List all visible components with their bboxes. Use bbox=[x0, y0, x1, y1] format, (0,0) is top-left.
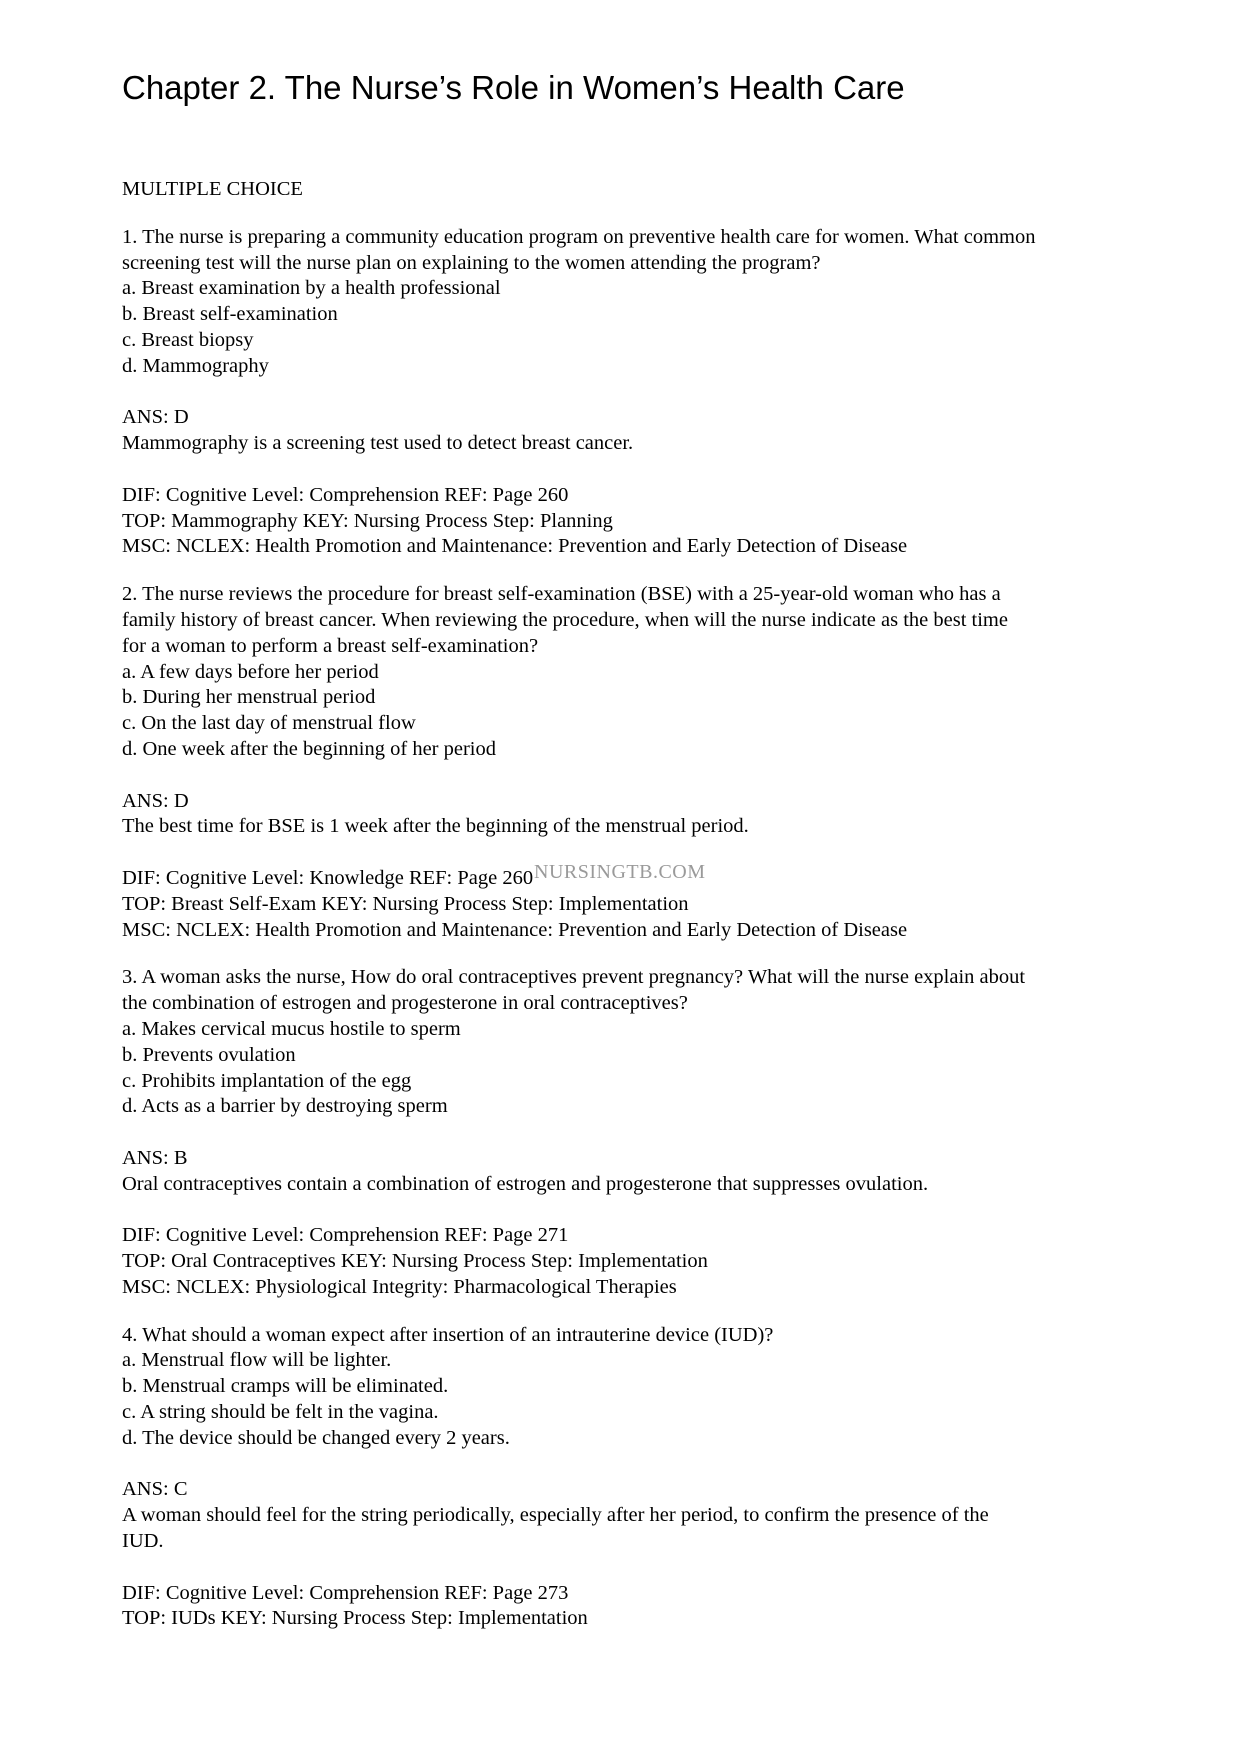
question-metadata: MSC: NCLEX: Physiological Integrity: Pharmacological Therapies bbox=[122, 1275, 677, 1298]
answer-option: d. Mammography bbox=[122, 354, 269, 377]
answer-option: d. The device should be changed every 2 years. bbox=[122, 1426, 510, 1449]
question-metadata: DIF: Cognitive Level: Comprehension REF: Page 271 bbox=[122, 1224, 569, 1247]
answer-option: b. Breast self-examination bbox=[122, 303, 338, 326]
question-metadata: TOP: Mammography KEY: Nursing Process Step: Planning bbox=[122, 509, 613, 532]
spacer bbox=[122, 840, 1122, 866]
question-block bbox=[122, 582, 1122, 943]
question-stem: 2. The nurse reviews the procedure for breast self-examination (BSE) with a 25-year-old woman who has a bbox=[122, 583, 1001, 606]
question-metadata: DIF: Cognitive Level: Comprehension REF: Page 260 bbox=[122, 483, 569, 506]
question-stem: for a woman to perform a breast self-examination? bbox=[122, 634, 539, 657]
question-metadata: TOP: Oral Contraceptives KEY: Nursing Process Step: Implementation bbox=[122, 1250, 708, 1273]
watermark: NURSINGTB.COM bbox=[534, 861, 706, 883]
document-body bbox=[122, 0, 1122, 1632]
question-block bbox=[122, 965, 1122, 1300]
question-metadata: DIF: Cognitive Level: Comprehension REF: Page 273 bbox=[122, 1581, 569, 1604]
spacer bbox=[122, 1120, 1122, 1146]
rationale: Oral contraceptives contain a combination of estrogen and progesterone that suppresses ovulation. bbox=[122, 1172, 929, 1195]
answer-option: a. Menstrual flow will be lighter. bbox=[122, 1349, 392, 1372]
rationale: The best time for BSE is 1 week after the beginning of the menstrual period. bbox=[122, 815, 749, 838]
spacer bbox=[122, 763, 1122, 789]
question-stem: screening test will the nurse plan on explaining to the women attending the program? bbox=[122, 251, 821, 274]
question-metadata: MSC: NCLEX: Health Promotion and Maintenance: Prevention and Early Detection of Disease bbox=[122, 535, 908, 558]
answer-option: c. Breast biopsy bbox=[122, 328, 254, 351]
question-stem: 4. What should a woman expect after insertion of an intrauterine device (IUD)? bbox=[122, 1323, 774, 1346]
answer-option: d. Acts as a barrier by destroying sperm bbox=[122, 1095, 448, 1118]
answer-option: c. On the last day of menstrual flow bbox=[122, 712, 416, 735]
answer-option: a. Breast examination by a health professional bbox=[122, 277, 501, 300]
spacer bbox=[122, 1197, 1122, 1223]
question-block bbox=[122, 225, 1122, 560]
answer-key: ANS: B bbox=[122, 1146, 188, 1169]
rationale: IUD. bbox=[122, 1530, 164, 1553]
question-stem: 3. A woman asks the nurse, How do oral contraceptives prevent pregnancy? What will the nurse explain about bbox=[122, 966, 1026, 989]
spacer bbox=[122, 380, 1122, 406]
answer-key: ANS: C bbox=[122, 1478, 188, 1501]
page-title: Chapter 2. The Nurse’s Role in Women’s Health Care bbox=[122, 69, 905, 106]
question-metadata: DIF: Cognitive Level: Knowledge REF: Page 260 bbox=[122, 866, 534, 889]
question-metadata: TOP: Breast Self-Exam KEY: Nursing Process Step: Implementation bbox=[122, 892, 689, 915]
answer-option: b. During her menstrual period bbox=[122, 686, 376, 709]
spacer bbox=[122, 457, 1122, 483]
answer-option: a. A few days before her period bbox=[122, 660, 379, 683]
question-stem: family history of breast cancer. When reviewing the procedure, when will the nurse indicate as the best time bbox=[122, 608, 1008, 631]
answer-option: a. Makes cervical mucus hostile to sperm bbox=[122, 1017, 461, 1040]
section-heading: MULTIPLE CHOICE bbox=[122, 178, 303, 200]
answer-key: ANS: D bbox=[122, 406, 189, 429]
question-metadata: TOP: IUDs KEY: Nursing Process Step: Implementation bbox=[122, 1607, 588, 1630]
answer-option: d. One week after the beginning of her period bbox=[122, 737, 496, 760]
spacer bbox=[122, 1555, 1122, 1581]
rationale: A woman should feel for the string periodically, especially after her period, to confirm the presence of the bbox=[122, 1504, 989, 1527]
answer-option: b. Prevents ovulation bbox=[122, 1043, 296, 1066]
question-stem: the combination of estrogen and progesterone in oral contraceptives? bbox=[122, 992, 688, 1015]
question-metadata: MSC: NCLEX: Health Promotion and Maintenance: Prevention and Early Detection of Disease bbox=[122, 918, 908, 941]
answer-option: b. Menstrual cramps will be eliminated. bbox=[122, 1375, 449, 1398]
question-stem: 1. The nurse is preparing a community education program on preventive health care for women. What common bbox=[122, 225, 1036, 248]
answer-option: c. Prohibits implantation of the egg bbox=[122, 1069, 412, 1092]
answer-key: ANS: D bbox=[122, 789, 189, 812]
spacer bbox=[122, 1452, 1122, 1478]
answer-option: c. A string should be felt in the vagina. bbox=[122, 1401, 439, 1424]
rationale: Mammography is a screening test used to detect breast cancer. bbox=[122, 432, 634, 455]
question-block bbox=[122, 1323, 1122, 1633]
